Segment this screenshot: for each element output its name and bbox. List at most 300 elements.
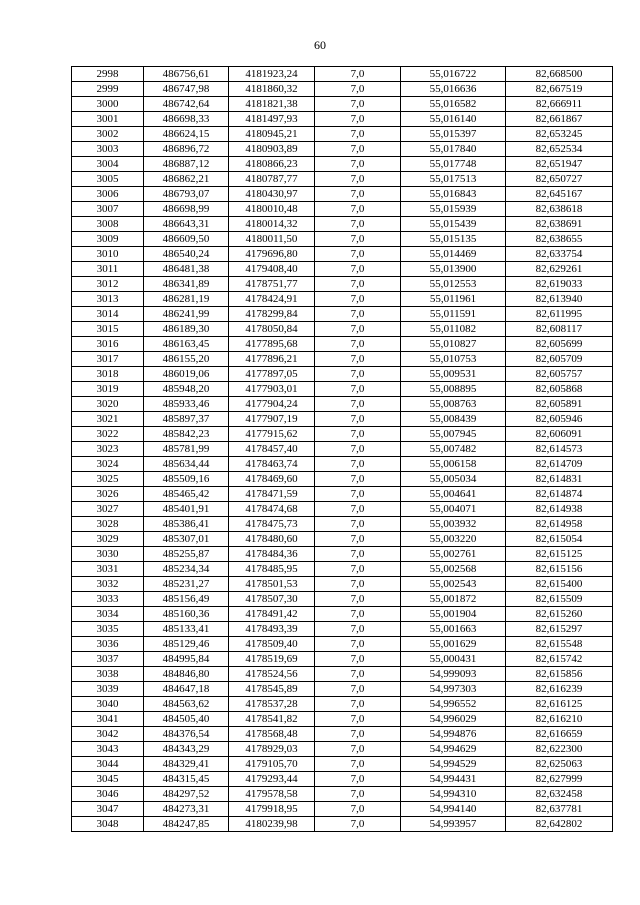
longitude-cell: 82,615125	[506, 547, 613, 562]
table-row	[72, 217, 613, 232]
longitude-cell: 82,651947	[506, 157, 613, 172]
table-row	[72, 322, 613, 337]
point-number-cell: 3040	[72, 697, 144, 712]
y-coordinate-cell: 4178519,69	[229, 652, 315, 667]
y-coordinate-cell: 4180866,23	[229, 157, 315, 172]
point-number-cell: 3025	[72, 472, 144, 487]
table-row	[72, 247, 613, 262]
y-coordinate-cell: 4178568,48	[229, 727, 315, 742]
table-row	[72, 172, 613, 187]
value-cell: 7,0	[315, 667, 401, 682]
x-coordinate-cell: 486155,20	[144, 352, 229, 367]
x-coordinate-cell: 486624,15	[144, 127, 229, 142]
y-coordinate-cell: 4177915,62	[229, 427, 315, 442]
table-row	[72, 187, 613, 202]
x-coordinate-cell: 484846,80	[144, 667, 229, 682]
value-cell: 7,0	[315, 67, 401, 82]
longitude-cell: 82,615856	[506, 667, 613, 682]
point-number-cell: 3020	[72, 397, 144, 412]
value-cell: 7,0	[315, 802, 401, 817]
latitude-cell: 55,008895	[401, 382, 506, 397]
point-number-cell: 3010	[72, 247, 144, 262]
y-coordinate-cell: 4178751,77	[229, 277, 315, 292]
x-coordinate-cell: 485156,49	[144, 592, 229, 607]
y-coordinate-cell: 4180945,21	[229, 127, 315, 142]
table-row	[72, 382, 613, 397]
x-coordinate-cell: 484563,62	[144, 697, 229, 712]
latitude-cell: 55,016140	[401, 112, 506, 127]
table-row	[72, 577, 613, 592]
y-coordinate-cell: 4177903,01	[229, 382, 315, 397]
longitude-cell: 82,637781	[506, 802, 613, 817]
value-cell: 7,0	[315, 742, 401, 757]
latitude-cell: 55,017513	[401, 172, 506, 187]
y-coordinate-cell: 4181821,38	[229, 97, 315, 112]
table-row	[72, 772, 613, 787]
y-coordinate-cell: 4180014,32	[229, 217, 315, 232]
value-cell: 7,0	[315, 172, 401, 187]
point-number-cell: 3044	[72, 757, 144, 772]
table-row	[72, 532, 613, 547]
longitude-cell: 82,606091	[506, 427, 613, 442]
y-coordinate-cell: 4178474,68	[229, 502, 315, 517]
point-number-cell: 3015	[72, 322, 144, 337]
longitude-cell: 82,661867	[506, 112, 613, 127]
point-number-cell: 3029	[72, 532, 144, 547]
table-row	[72, 232, 613, 247]
x-coordinate-cell: 485386,41	[144, 517, 229, 532]
value-cell: 7,0	[315, 307, 401, 322]
latitude-cell: 54,994310	[401, 787, 506, 802]
y-coordinate-cell: 4180239,98	[229, 817, 315, 832]
latitude-cell: 54,994876	[401, 727, 506, 742]
point-number-cell: 3047	[72, 802, 144, 817]
point-number-cell: 3019	[72, 382, 144, 397]
y-coordinate-cell: 4178541,82	[229, 712, 315, 727]
table-row	[72, 412, 613, 427]
y-coordinate-cell: 4178491,42	[229, 607, 315, 622]
point-number-cell: 3007	[72, 202, 144, 217]
point-number-cell: 3046	[72, 787, 144, 802]
y-coordinate-cell: 4177896,21	[229, 352, 315, 367]
value-cell: 7,0	[315, 277, 401, 292]
point-number-cell: 3041	[72, 712, 144, 727]
latitude-cell: 55,016582	[401, 97, 506, 112]
table-body	[72, 67, 613, 832]
value-cell: 7,0	[315, 457, 401, 472]
latitude-cell: 55,003220	[401, 532, 506, 547]
point-number-cell: 3026	[72, 487, 144, 502]
x-coordinate-cell: 484505,40	[144, 712, 229, 727]
x-coordinate-cell: 485255,87	[144, 547, 229, 562]
table-row	[72, 742, 613, 757]
y-coordinate-cell: 4181497,93	[229, 112, 315, 127]
latitude-cell: 55,015135	[401, 232, 506, 247]
latitude-cell: 55,010753	[401, 352, 506, 367]
x-coordinate-cell: 485133,41	[144, 622, 229, 637]
point-number-cell: 3039	[72, 682, 144, 697]
point-number-cell: 3005	[72, 172, 144, 187]
point-number-cell: 3013	[72, 292, 144, 307]
y-coordinate-cell: 4180010,48	[229, 202, 315, 217]
value-cell: 7,0	[315, 757, 401, 772]
latitude-cell: 55,011591	[401, 307, 506, 322]
longitude-cell: 82,614573	[506, 442, 613, 457]
x-coordinate-cell: 484376,54	[144, 727, 229, 742]
table-row	[72, 712, 613, 727]
latitude-cell: 55,007482	[401, 442, 506, 457]
value-cell: 7,0	[315, 352, 401, 367]
latitude-cell: 55,004641	[401, 487, 506, 502]
value-cell: 7,0	[315, 382, 401, 397]
point-number-cell: 2998	[72, 67, 144, 82]
point-number-cell: 3009	[72, 232, 144, 247]
y-coordinate-cell: 4179696,80	[229, 247, 315, 262]
point-number-cell: 3004	[72, 157, 144, 172]
longitude-cell: 82,615509	[506, 592, 613, 607]
latitude-cell: 55,011961	[401, 292, 506, 307]
table-row	[72, 337, 613, 352]
latitude-cell: 55,011082	[401, 322, 506, 337]
value-cell: 7,0	[315, 637, 401, 652]
y-coordinate-cell: 4180011,50	[229, 232, 315, 247]
x-coordinate-cell: 484995,84	[144, 652, 229, 667]
value-cell: 7,0	[315, 577, 401, 592]
page-number: 60	[314, 38, 326, 52]
table-row	[72, 727, 613, 742]
point-number-cell: 3033	[72, 592, 144, 607]
point-number-cell: 3006	[72, 187, 144, 202]
latitude-cell: 54,994529	[401, 757, 506, 772]
table-row	[72, 202, 613, 217]
value-cell: 7,0	[315, 157, 401, 172]
longitude-cell: 82,605868	[506, 382, 613, 397]
table-row	[72, 457, 613, 472]
value-cell: 7,0	[315, 187, 401, 202]
x-coordinate-cell: 486793,07	[144, 187, 229, 202]
point-number-cell: 2999	[72, 82, 144, 97]
y-coordinate-cell: 4178493,39	[229, 622, 315, 637]
longitude-cell: 82,605699	[506, 337, 613, 352]
value-cell: 7,0	[315, 247, 401, 262]
y-coordinate-cell: 4178509,40	[229, 637, 315, 652]
y-coordinate-cell: 4178545,89	[229, 682, 315, 697]
latitude-cell: 55,014469	[401, 247, 506, 262]
latitude-cell: 55,016843	[401, 187, 506, 202]
latitude-cell: 55,001663	[401, 622, 506, 637]
value-cell: 7,0	[315, 772, 401, 787]
longitude-cell: 82,619033	[506, 277, 613, 292]
y-coordinate-cell: 4178050,84	[229, 322, 315, 337]
y-coordinate-cell: 4178463,74	[229, 457, 315, 472]
point-number-cell: 3042	[72, 727, 144, 742]
table-row	[72, 97, 613, 112]
point-number-cell: 3000	[72, 97, 144, 112]
value-cell: 7,0	[315, 817, 401, 832]
value-cell: 7,0	[315, 262, 401, 277]
x-coordinate-cell: 486609,50	[144, 232, 229, 247]
table-row	[72, 502, 613, 517]
table-row	[72, 67, 613, 82]
value-cell: 7,0	[315, 202, 401, 217]
point-number-cell: 3017	[72, 352, 144, 367]
longitude-cell: 82,608117	[506, 322, 613, 337]
latitude-cell: 54,996029	[401, 712, 506, 727]
x-coordinate-cell: 486747,98	[144, 82, 229, 97]
latitude-cell: 55,015939	[401, 202, 506, 217]
latitude-cell: 55,002568	[401, 562, 506, 577]
x-coordinate-cell: 486862,21	[144, 172, 229, 187]
value-cell: 7,0	[315, 727, 401, 742]
table-row	[72, 547, 613, 562]
y-coordinate-cell: 4178485,95	[229, 562, 315, 577]
longitude-cell: 82,616210	[506, 712, 613, 727]
longitude-cell: 82,615260	[506, 607, 613, 622]
x-coordinate-cell: 485842,23	[144, 427, 229, 442]
y-coordinate-cell: 4177895,68	[229, 337, 315, 352]
point-number-cell: 3045	[72, 772, 144, 787]
point-number-cell: 3037	[72, 652, 144, 667]
x-coordinate-cell: 486742,64	[144, 97, 229, 112]
point-number-cell: 3043	[72, 742, 144, 757]
value-cell: 7,0	[315, 607, 401, 622]
latitude-cell: 55,002761	[401, 547, 506, 562]
y-coordinate-cell: 4178299,84	[229, 307, 315, 322]
longitude-cell: 82,614831	[506, 472, 613, 487]
longitude-cell: 82,625063	[506, 757, 613, 772]
latitude-cell: 55,003932	[401, 517, 506, 532]
value-cell: 7,0	[315, 532, 401, 547]
table-row	[72, 352, 613, 367]
longitude-cell: 82,615400	[506, 577, 613, 592]
longitude-cell: 82,666911	[506, 97, 613, 112]
x-coordinate-cell: 484647,18	[144, 682, 229, 697]
longitude-cell: 82,614958	[506, 517, 613, 532]
value-cell: 7,0	[315, 517, 401, 532]
y-coordinate-cell: 4178524,56	[229, 667, 315, 682]
longitude-cell: 82,605709	[506, 352, 613, 367]
x-coordinate-cell: 486643,31	[144, 217, 229, 232]
point-number-cell: 3048	[72, 817, 144, 832]
point-number-cell: 3023	[72, 442, 144, 457]
y-coordinate-cell: 4179105,70	[229, 757, 315, 772]
y-coordinate-cell: 4181923,24	[229, 67, 315, 82]
y-coordinate-cell: 4178484,36	[229, 547, 315, 562]
value-cell: 7,0	[315, 217, 401, 232]
value-cell: 7,0	[315, 442, 401, 457]
value-cell: 7,0	[315, 547, 401, 562]
value-cell: 7,0	[315, 232, 401, 247]
table-row	[72, 622, 613, 637]
y-coordinate-cell: 4178471,59	[229, 487, 315, 502]
y-coordinate-cell: 4178480,60	[229, 532, 315, 547]
x-coordinate-cell: 486698,33	[144, 112, 229, 127]
table-row	[72, 127, 613, 142]
y-coordinate-cell: 4178501,53	[229, 577, 315, 592]
longitude-cell: 82,632458	[506, 787, 613, 802]
point-number-cell: 3034	[72, 607, 144, 622]
longitude-cell: 82,616659	[506, 727, 613, 742]
value-cell: 7,0	[315, 562, 401, 577]
point-number-cell: 3038	[72, 667, 144, 682]
x-coordinate-cell: 486540,24	[144, 247, 229, 262]
table-row	[72, 637, 613, 652]
table-row	[72, 157, 613, 172]
longitude-cell: 82,638691	[506, 217, 613, 232]
latitude-cell: 55,015439	[401, 217, 506, 232]
coordinates-table	[71, 66, 613, 832]
table-row	[72, 112, 613, 127]
value-cell: 7,0	[315, 472, 401, 487]
table-row	[72, 487, 613, 502]
point-number-cell: 3014	[72, 307, 144, 322]
table-row	[72, 682, 613, 697]
longitude-cell: 82,611995	[506, 307, 613, 322]
point-number-cell: 3022	[72, 427, 144, 442]
y-coordinate-cell: 4178457,40	[229, 442, 315, 457]
x-coordinate-cell: 485634,44	[144, 457, 229, 472]
latitude-cell: 55,000431	[401, 652, 506, 667]
y-coordinate-cell: 4177907,19	[229, 412, 315, 427]
longitude-cell: 82,614938	[506, 502, 613, 517]
x-coordinate-cell: 486163,45	[144, 337, 229, 352]
latitude-cell: 54,994140	[401, 802, 506, 817]
point-number-cell: 3003	[72, 142, 144, 157]
x-coordinate-cell: 484343,29	[144, 742, 229, 757]
y-coordinate-cell: 4178507,30	[229, 592, 315, 607]
x-coordinate-cell: 486019,06	[144, 367, 229, 382]
longitude-cell: 82,642802	[506, 817, 613, 832]
longitude-cell: 82,638655	[506, 232, 613, 247]
table-row	[72, 292, 613, 307]
y-coordinate-cell: 4179293,44	[229, 772, 315, 787]
x-coordinate-cell: 484247,85	[144, 817, 229, 832]
latitude-cell: 55,013900	[401, 262, 506, 277]
y-coordinate-cell: 4179408,40	[229, 262, 315, 277]
point-number-cell: 3028	[72, 517, 144, 532]
latitude-cell: 54,996552	[401, 697, 506, 712]
longitude-cell: 82,613940	[506, 292, 613, 307]
latitude-cell: 55,015397	[401, 127, 506, 142]
table-row	[72, 667, 613, 682]
longitude-cell: 82,650727	[506, 172, 613, 187]
x-coordinate-cell: 484273,31	[144, 802, 229, 817]
x-coordinate-cell: 484297,52	[144, 787, 229, 802]
longitude-cell: 82,638618	[506, 202, 613, 217]
latitude-cell: 55,008763	[401, 397, 506, 412]
table-row	[72, 802, 613, 817]
table-row	[72, 307, 613, 322]
value-cell: 7,0	[315, 652, 401, 667]
latitude-cell: 54,994629	[401, 742, 506, 757]
point-number-cell: 3027	[72, 502, 144, 517]
table-row	[72, 562, 613, 577]
y-coordinate-cell: 4178537,28	[229, 697, 315, 712]
value-cell: 7,0	[315, 697, 401, 712]
longitude-cell: 82,627999	[506, 772, 613, 787]
x-coordinate-cell: 485897,37	[144, 412, 229, 427]
latitude-cell: 54,994431	[401, 772, 506, 787]
y-coordinate-cell: 4177897,05	[229, 367, 315, 382]
longitude-cell: 82,605891	[506, 397, 613, 412]
x-coordinate-cell: 484329,41	[144, 757, 229, 772]
latitude-cell: 55,001629	[401, 637, 506, 652]
table-row	[72, 442, 613, 457]
longitude-cell: 82,615742	[506, 652, 613, 667]
longitude-cell: 82,616239	[506, 682, 613, 697]
value-cell: 7,0	[315, 622, 401, 637]
value-cell: 7,0	[315, 487, 401, 502]
x-coordinate-cell: 485234,34	[144, 562, 229, 577]
value-cell: 7,0	[315, 592, 401, 607]
table-row	[72, 517, 613, 532]
y-coordinate-cell: 4179578,58	[229, 787, 315, 802]
y-coordinate-cell: 4179918,95	[229, 802, 315, 817]
table-row	[72, 592, 613, 607]
point-number-cell: 3011	[72, 262, 144, 277]
longitude-cell: 82,668500	[506, 67, 613, 82]
point-number-cell: 3018	[72, 367, 144, 382]
y-coordinate-cell: 4178469,60	[229, 472, 315, 487]
value-cell: 7,0	[315, 142, 401, 157]
x-coordinate-cell: 485465,42	[144, 487, 229, 502]
table-row	[72, 142, 613, 157]
table-row	[72, 277, 613, 292]
x-coordinate-cell: 485948,20	[144, 382, 229, 397]
value-cell: 7,0	[315, 397, 401, 412]
x-coordinate-cell: 486698,99	[144, 202, 229, 217]
value-cell: 7,0	[315, 337, 401, 352]
x-coordinate-cell: 484315,45	[144, 772, 229, 787]
latitude-cell: 55,006158	[401, 457, 506, 472]
table-row	[72, 652, 613, 667]
point-number-cell: 3030	[72, 547, 144, 562]
x-coordinate-cell: 485781,99	[144, 442, 229, 457]
table-row	[72, 427, 613, 442]
value-cell: 7,0	[315, 82, 401, 97]
latitude-cell: 54,997303	[401, 682, 506, 697]
x-coordinate-cell: 486887,12	[144, 157, 229, 172]
value-cell: 7,0	[315, 412, 401, 427]
x-coordinate-cell: 485933,46	[144, 397, 229, 412]
longitude-cell: 82,622300	[506, 742, 613, 757]
latitude-cell: 54,999093	[401, 667, 506, 682]
value-cell: 7,0	[315, 682, 401, 697]
x-coordinate-cell: 486896,72	[144, 142, 229, 157]
latitude-cell: 55,001904	[401, 607, 506, 622]
value-cell: 7,0	[315, 127, 401, 142]
table-row	[72, 607, 613, 622]
latitude-cell: 55,007945	[401, 427, 506, 442]
table-row	[72, 757, 613, 772]
latitude-cell: 55,016636	[401, 82, 506, 97]
point-number-cell: 3036	[72, 637, 144, 652]
x-coordinate-cell: 485129,46	[144, 637, 229, 652]
point-number-cell: 3024	[72, 457, 144, 472]
latitude-cell: 55,010827	[401, 337, 506, 352]
x-coordinate-cell: 486189,30	[144, 322, 229, 337]
x-coordinate-cell: 486241,99	[144, 307, 229, 322]
x-coordinate-cell: 486341,89	[144, 277, 229, 292]
x-coordinate-cell: 486481,38	[144, 262, 229, 277]
longitude-cell: 82,614874	[506, 487, 613, 502]
table-row	[72, 367, 613, 382]
table-row	[72, 397, 613, 412]
longitude-cell: 82,614709	[506, 457, 613, 472]
longitude-cell: 82,605946	[506, 412, 613, 427]
value-cell: 7,0	[315, 787, 401, 802]
latitude-cell: 55,009531	[401, 367, 506, 382]
